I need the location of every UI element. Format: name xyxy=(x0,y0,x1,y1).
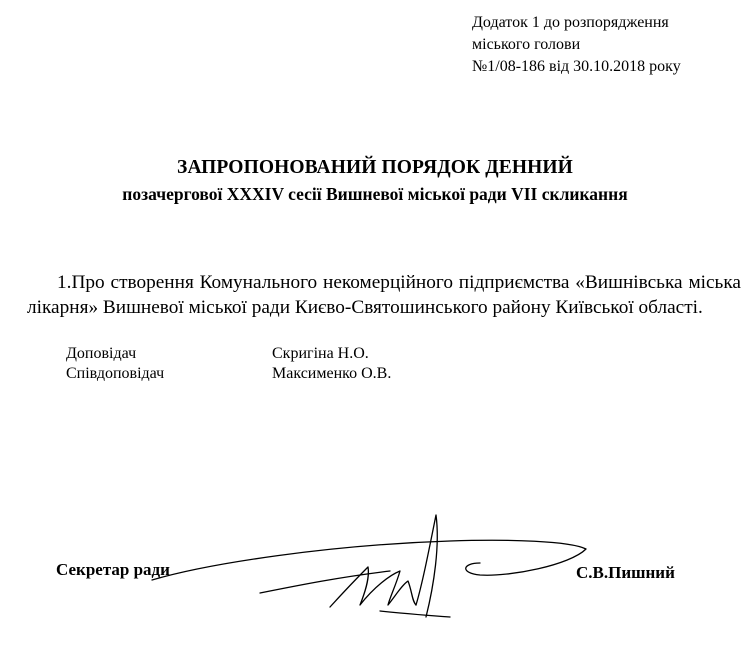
signature-stroke xyxy=(380,611,450,617)
speaker-name: Скригіна Н.О. xyxy=(272,345,369,362)
annex-line-3: №1/08-186 від 30.10.2018 року xyxy=(472,58,681,75)
annex-line-2: міського голови xyxy=(472,36,581,53)
signatory-name: С.В.Пишний xyxy=(576,563,675,582)
signatory-role: Секретар ради xyxy=(56,560,170,579)
speaker-name: Максименко О.В. xyxy=(272,365,392,382)
annex-line-1: Додаток 1 до розпорядження xyxy=(472,14,669,31)
annex-note xyxy=(472,12,681,78)
signature-stroke xyxy=(260,571,390,593)
handwritten-signature xyxy=(150,505,590,625)
agenda-item-1: 1.Про створення Комунального некомерційного підприємства «Вишнівська міська лікарня» Вишневої міської ради Києво-Святошинського району Київської області. xyxy=(27,272,741,318)
document-title: ЗАПРОПОНОВАНИЙ ПОРЯДОК ДЕННИЙ xyxy=(177,157,573,178)
document-subtitle: позачергової XXXIV сесії Вишневої міської ради VII скликання xyxy=(122,184,628,204)
speaker-role: Співдоповідач xyxy=(66,365,165,382)
speaker-role: Доповідач xyxy=(66,345,137,362)
signature-stroke xyxy=(416,515,437,617)
